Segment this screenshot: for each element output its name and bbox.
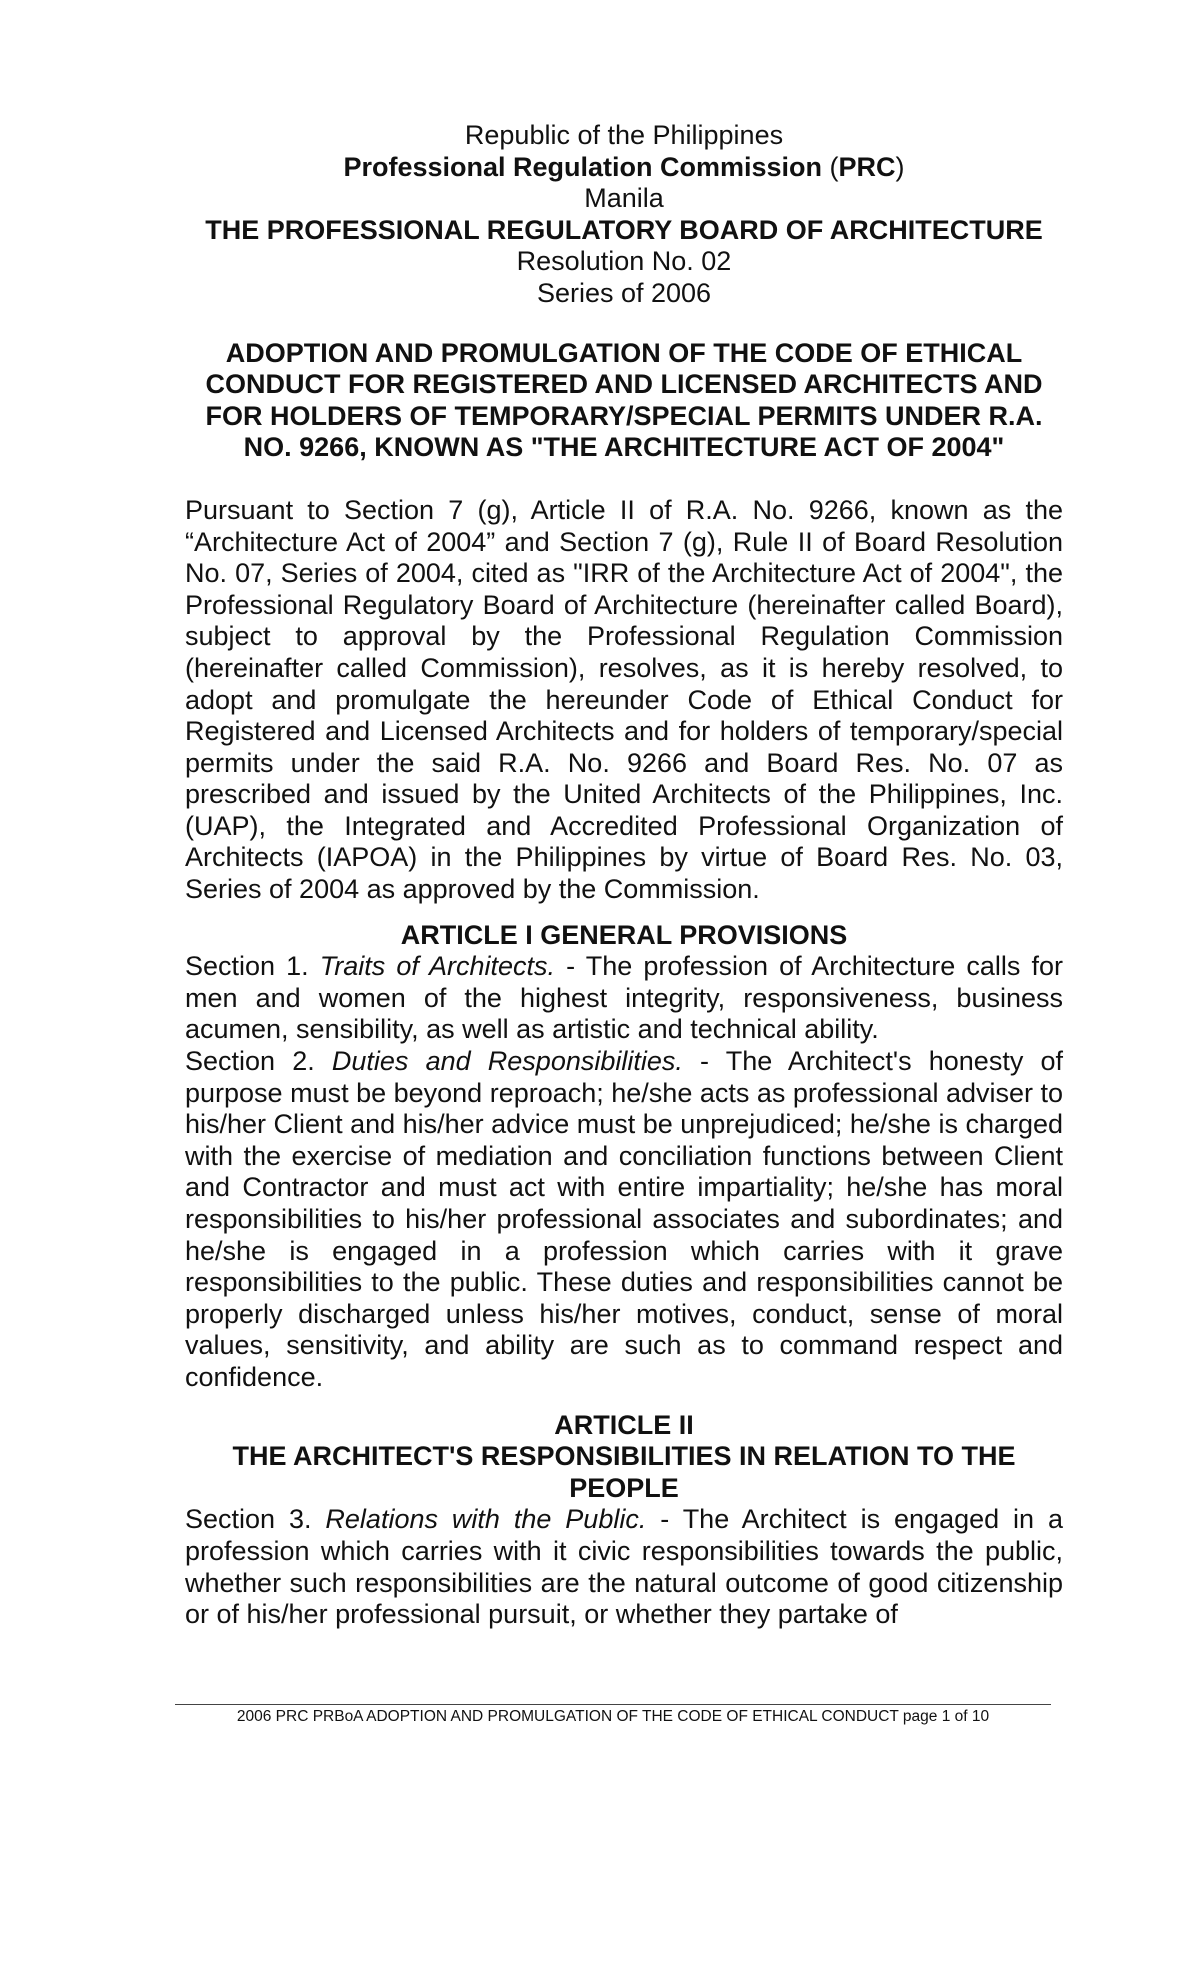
- section-1-label: Section 1.: [185, 951, 320, 982]
- document-page: [185, 120, 1063, 1631]
- document-header: [185, 120, 1063, 310]
- preamble-paragraph: Pursuant to Section 7 (g), Article II of R.A. No. 9266, known as the “Architecture Act of 2004” and Section 7 (g), Rule II of Board Resolution No. 07, Series of 2004, cited as "IRR of the Architecture Act of 2004", the Professional Regulatory Board of Architecture (hereinafter called Board), subject to approval by the Professional Regulation Commission (hereinafter called Commission), resolves, as it is hereby resolved, to adopt and promulgate the hereunder Code of Ethical Conduct for Registered and Licensed Architects and for holders of temporary/special permits under the said R.A. No. 9266 and Board Res. No. 07 as prescribed and issued by the United Architects of the Philippines, Inc. (UAP), the Integrated and Accredited Professional Organization of Architects (IAPOA) in the Philippines by virtue of Board Res. No. 03, Series of 2004 as approved by the Commission.: [185, 494, 1063, 905]
- section-3: [185, 1504, 1063, 1630]
- section-3-label: Section 3.: [185, 1504, 326, 1535]
- commission-line: [185, 152, 1063, 184]
- article-1-heading: ARTICLE I GENERAL PROVISIONS: [400, 919, 848, 950]
- footer-divider: [175, 1704, 1051, 1705]
- section-2-title: Duties and Responsibilities.: [331, 1046, 683, 1077]
- commission-abbr-open: (: [822, 151, 839, 182]
- commission-abbr-close: ): [895, 151, 905, 182]
- article-2-number: ARTICLE II: [554, 1409, 694, 1440]
- section-3-body: - The Architect is engaged in a profession which carries with it civic responsibilities towards the public, whether such responsibilities are the natural outcome of good citizenship or of his/her professional pursuit, or whether they partake of: [185, 1504, 1064, 1630]
- commission-abbr: PRC: [838, 151, 896, 182]
- section-1-title: Traits of Architects.: [319, 951, 556, 982]
- commission-name: Professional Regulation Commission: [343, 151, 823, 182]
- city-line: Manila: [584, 183, 664, 214]
- resolution-number: Resolution No. 02: [516, 246, 732, 277]
- section-1: [185, 951, 1063, 1046]
- section-2: [185, 1046, 1063, 1394]
- section-2-label: Section 2.: [185, 1046, 332, 1077]
- page-footer: 2006 PRC PRBoA ADOPTION AND PROMULGATION OF THE CODE OF ETHICAL CONDUCT page 1 of 10: [236, 1708, 990, 1725]
- article-2-heading: [185, 1410, 1063, 1505]
- resolution-series: Series of 2006: [536, 277, 712, 308]
- section-1-body: - The profession of Architecture calls for men and women of the highest integrity, responsiveness, business acumen, sensibility, as well as artistic and technical ability.: [185, 951, 1064, 1045]
- section-3-title: Relations with the Public.: [325, 1504, 647, 1535]
- section-2-body: - The Architect's honesty of purpose must be beyond reproach; he/she acts as professional adviser to his/her Client and his/her advice must be unprejudiced; he/she is charged with the exercise of mediation and conciliation functions between Client and Contractor and must act with entire impartiality; he/she has moral responsibilities to his/her professional associates and subordinates; and he/she is engaged in a profession which carries with it grave responsibilities to the public. These duties and responsibilities cannot be properly discharged unless his/her motives, conduct, sense of moral values, sensitivity, and ability are such as to command respect and confidence.: [185, 1046, 1064, 1392]
- republic-line: Republic of the Philippines: [464, 120, 784, 150]
- document-title: ADOPTION AND PROMULGATION OF THE CODE OF ETHICAL CONDUCT FOR REGISTERED AND LICENSED ARCHITECTS AND FOR HOLDERS OF TEMPORARY/SPECIAL PERMITS UNDER R.A. NO. 9266, KNOWN AS "THE ARCHITECTURE ACT OF 2004": [205, 337, 1043, 463]
- article-2-title: THE ARCHITECT'S RESPONSIBILITIES IN RELATION TO THE PEOPLE: [232, 1441, 1016, 1503]
- board-name: THE PROFESSIONAL REGULATORY BOARD OF ARCHITECTURE: [205, 214, 1043, 245]
